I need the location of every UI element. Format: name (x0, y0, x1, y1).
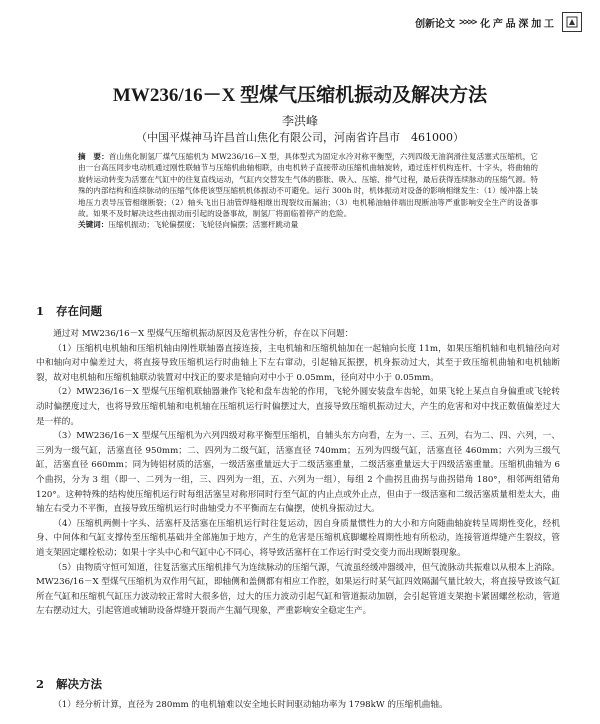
section-1-body (36, 327, 560, 619)
journal-logo-icon (562, 12, 582, 32)
paragraph: 通过对 MW236/16－X 型煤气压缩机振动原因及危害性分析，存在以下问题： (53, 329, 354, 339)
author: 李洪峰 (281, 114, 318, 128)
paragraph: （5）由物质守恒可知道，往复活塞式压缩机排气为连续脉动的压缩气源，气流虽经缓冲器缓冲，但气流脉动共振难以从根本上消除。MW236/16－X 型煤气压缩机为双作用气缸，即轴侧和盖侧都有相应工作腔，如果运行时某气缸四效隔漏气量比较大，将直接导致该气缸所在气缸和压缩机气缸压力波动较正常时大很多倍，过大的压力波动引起气缸和管道振动加剧，会引起管道支架抱卡紧固螺丝松动，管道左右摆动过大，引起管道或辅助设备焊缝开裂而产生漏气现象，严重影响安全稳定生产。 (36, 562, 560, 617)
header-journal: 化 产 品 深 加 工 (480, 18, 554, 30)
section-2-body (36, 698, 560, 713)
paragraph: （3）MW236/16－X 型煤气压缩机为六列四级对称平衡型压缩机，自辅头东方向看，左为一、三、五列，右为二、四、六列，一、三列为一级气缸，活塞直径 950mm；二、四列为二级气缸，活塞直径 740mm；五列为四级气缸，活塞直径 460mm；六列为三级气缸，活塞直径 660mm；同为铸铝材质的活塞，一级活塞重量远大于二级活塞重量，二级活塞重量远大于四级活塞重量。压缩机曲轴为 6 个曲拐，分为 3 组（即一、二列为一组，三、四列为一组，五、六列为一组），每组 2 个曲拐且曲拐与曲拐错角 180°，相邻两组错角 120°。这种特殊的结构使压缩机运行时每组活塞呈对称形同时行至气缸的内止点或外止点，但由于一级活塞和二级活塞质量相差太大，曲轴左右受力不平衡，直接导致压缩机运行时曲轴受力不平衡而左右偏摆，使机身振动过大。 (36, 431, 560, 515)
paper-title: MW236/16－X 型煤气压缩机振动及解决方法 (112, 85, 488, 106)
paragraph: （2）MW236/16－X 型煤气压缩机联轴器兼作飞轮和盘车齿轮的作用，飞轮外圆安装盘车齿轮，如果飞轮上某点自身偏重或飞轮转动时偏摆度过大，也将导致压缩机轴和电机轴在压缩机运行时偏摆过大，直接导致压缩机振动过大，产生的危害和对中找正数值偏差过大是一样的。 (36, 387, 560, 427)
header-section: 创新论文 (415, 18, 456, 30)
keywords-text: 压缩机振动；飞轮偏摆度；飞轮径向偏摆；活塞杆跳动量 (108, 220, 299, 230)
header-arrows: >>>> (459, 17, 477, 27)
section-2-heading (36, 676, 102, 692)
section-number: 1 (36, 304, 45, 318)
journal-header (415, 12, 582, 32)
section-number: 2 (36, 677, 45, 691)
paragraph: （1）经分析计算，直径为 280mm 的电机轴难以安全地长时间驱动轴功率为 1798kW 的压缩机曲轴。 (53, 700, 448, 710)
abstract-label: 摘 要： (78, 152, 109, 161)
abstract-text: 首山焦化制氢厂煤气压缩机为 MW236/16－X 型，具体型式为固定水冷对称平衡型，六列四级无油润滑往复活塞式压缩机，它由一台高压同步电动机通过刚性联轴节与压缩机曲轴相联，由电机转子直接带动压缩机曲轴旋转，通过连杆机构连杆、十字头，将曲轴的旋转运动转变为活塞在气缸中的往复直线运动，气缸内交替发生气体的膨胀、吸入、压缩、排气过程，最后获得连续脉动的压缩气源。特殊的内部结构和连续脉动的压缩气体使该型压缩机机体振动不可避免。运行 300h 时，机体振动对设备的影响相继发生：（1）缓冲器上装地压力表导压管相继断裂；（2）轴头飞出日油管焊缝相继出现裂纹而漏油；（3）电机稀油轴伴端出现断油等严重影响安全生产的设备事故。如果不及时解决这些由振动而引起的设备事故，制氢厂将面临着停产的危险。 (78, 152, 539, 219)
paragraph: （1）压缩机电机轴和压缩机轴由刚性联轴器直接连接，主电机轴和压缩机轴加在一起轴向长度 11m，如果压缩机轴和电机轴径向对中和轴向对中偏差过大，将直接导致压缩机运行时曲轴上下左右窜动，引起轴瓦振摆，机身振动过大，其至于致压缩机曲轴和电机轴断裂，故对电机轴和压缩机轴联动装置对中找正的要求是轴向对中小于 0.05mm，径向对中小于 0.05mm。 (36, 343, 560, 383)
section-title: 解决方法 (56, 677, 103, 691)
section-1-heading (36, 303, 102, 319)
abstract (78, 151, 538, 231)
keywords-label: 关键词： (78, 220, 109, 230)
affiliation: （中国平煤神马许昌首山焦化有限公司，河南省许昌市 461000） (136, 131, 464, 144)
section-title: 存在问题 (56, 304, 103, 318)
paragraph: （4）压缩机两侧十字头、活塞杆及活塞在压缩机运行时往复运动，因自身质量惯性力的大小和方向随曲轴旋转呈周期性变化，经机身、中间体和气缸支撑传至压缩机基础并全部施加于地方，产生的危害是压缩机底脚螺栓周期性地有所松动，连接管道焊缝产生裂纹，管道支架固定螺栓松动；如果十字头中心和气缸中心不同心，将导致活塞杆在工作运行时受交变力而出现断裂现象。 (36, 518, 560, 558)
